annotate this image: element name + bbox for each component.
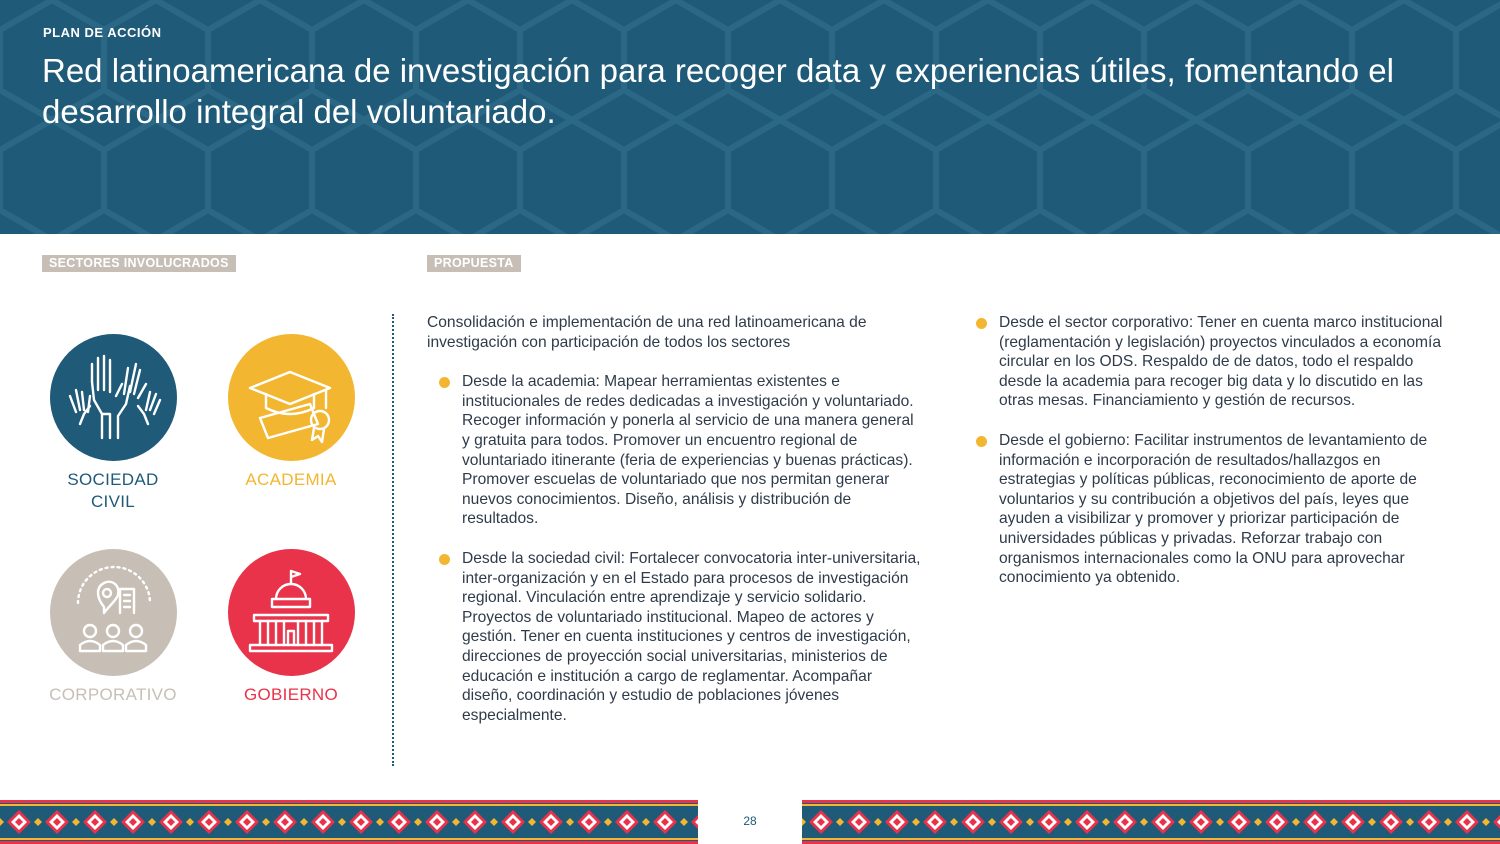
sector-label: GOBIERNO — [243, 685, 339, 704]
proposal-intro: Consolidación e implementación de una red latinoamericana de investigación con participación de todos los sectores — [427, 314, 867, 351]
bullet-dot-icon — [439, 554, 450, 565]
bullet-item — [964, 431, 1444, 588]
sector-label: CORPORATIVO — [49, 685, 177, 704]
andean-textile-pattern-left — [0, 800, 698, 844]
corporate-team-icon — [50, 549, 177, 676]
page-number: 28 — [743, 814, 757, 828]
raised-hands-icon — [50, 334, 177, 461]
sector-corporativo — [23, 549, 203, 706]
bullet-item — [427, 549, 922, 725]
bullet-dot-icon — [976, 318, 987, 329]
header-banner — [0, 0, 1500, 234]
bullet-text: Desde el sector corporativo: Tener en cuenta marco institucional (reglamentación y legislación) proyectos vinculados a economía circular en los ODS. Respaldo de de datos, todo el respaldo desde la academia para recoger big data y lo discutido en las otras mesas. Financiamiento y gestión de recursos. — [999, 314, 1443, 410]
sector-sociedad-civil — [23, 334, 203, 513]
bullet-text: Desde el gobierno: Facilitar instrumentos de levantamiento de información e incorporación de resultados/hallazgos en estrategias y políticas públicas, reconocimiento de aporte de voluntarios y su contribución a objetivos del país, leyes que ayuden a visibilizar y promover y priorizar participación de universidades públicas y privadas. Reforzar trabajo con organismos internacionales como la ONU para aprovechar conocimiento ya obtenido. — [999, 431, 1428, 587]
proposal-column-right — [964, 313, 1444, 588]
page-title: Red latinoamericana de investigación para recoger data y experiencias útiles, fomentando el desarrollo integral del voluntariado. — [42, 52, 1394, 130]
bullet-dot-icon — [976, 436, 987, 447]
sector-academia — [201, 334, 381, 491]
bullet-text: Desde la academia: Mapear herramientas existentes e institucionales de redes dedicadas a investigación y voluntariado. Recoger información y ponerla al servicio de una manera general y gratuita para todos. Promover un encuentro regional de voluntariado itinerante (feria de experiencias y buenas prácticas). Promover escuelas de voluntariado que nos permitan generar nuevos conocimientos. Diseño, análisis y distribución de resultados. — [462, 373, 914, 528]
andean-textile-pattern-right — [802, 800, 1500, 844]
bullet-item — [964, 313, 1444, 411]
bullet-item — [427, 372, 922, 529]
sector-gobierno — [201, 549, 381, 706]
sector-label: ACADEMIA — [245, 470, 337, 489]
graduation-cap-diploma-icon — [228, 334, 355, 461]
bullet-dot-icon — [439, 377, 450, 388]
bullet-text: Desde la sociedad civil: Fortalecer convocatoria inter-universitaria, inter-organización y en el Estado para procesos de investigación regional. Vinculación entre aprendizaje y servicio solidario. Proyectos de voluntariado institucional. Mapeo de actores y gestión. Tener en cuenta instituciones y centros de investigación, direcciones de proyección social universitarias, ministerios de educación e institución a cargo de reglamentar. Acompañar diseño, coordinación y estudio de poblaciones jóvenes especialmente. — [462, 549, 921, 724]
proposal-column-left — [427, 313, 922, 725]
sectores-tag: SECTORES INVOLUCRADOS — [42, 255, 236, 272]
sector-label: SOCIEDAD CIVIL — [67, 470, 159, 511]
section-kicker: PLAN DE ACCIÓN — [43, 25, 162, 40]
propuesta-tag: PROPUESTA — [427, 255, 521, 272]
government-building-icon — [228, 549, 355, 676]
dotted-divider — [392, 314, 394, 766]
